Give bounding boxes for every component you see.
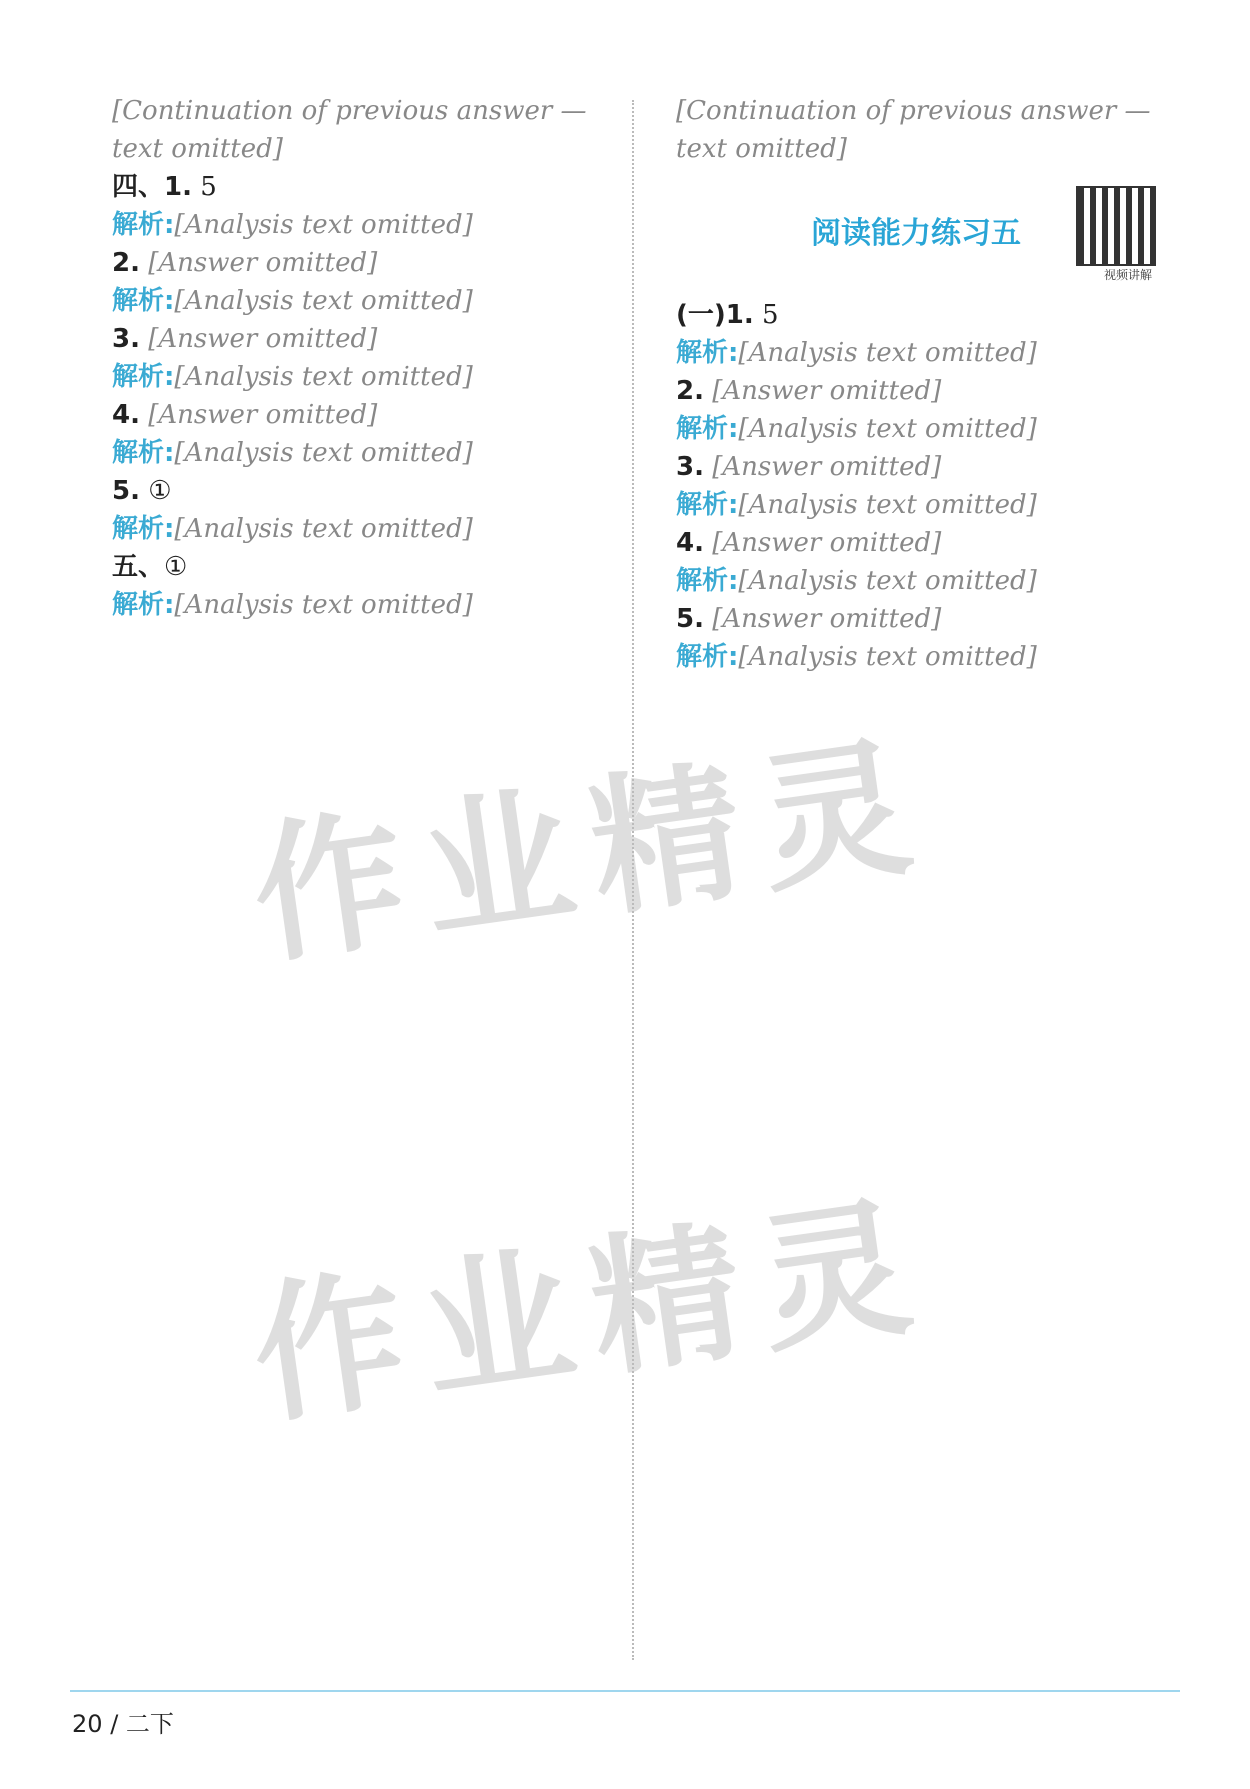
analysis-text: [Analysis text omitted]	[174, 590, 473, 620]
part-label: (一)	[676, 300, 726, 330]
analysis-tag: 解析:	[676, 642, 739, 672]
question-number: 1.	[164, 172, 192, 202]
section-4-q1	[112, 168, 608, 206]
section-label: 五、	[112, 552, 165, 582]
analysis-text: [Analysis text omitted]	[738, 642, 1037, 672]
question-number: 5.	[112, 476, 140, 506]
question-number: 4.	[112, 400, 140, 430]
question-number: 2.	[676, 376, 704, 406]
answer: [Answer omitted]	[712, 604, 942, 634]
analysis-text: [Analysis text omitted]	[174, 362, 473, 392]
grade-label: 二下	[125, 1710, 174, 1738]
footer-rule	[70, 1690, 1180, 1692]
qr-caption: 视频讲解	[1103, 268, 1152, 282]
analysis-tag: 解析:	[112, 286, 175, 316]
analysis-text: [Analysis text omitted]	[174, 210, 473, 240]
carryover-text: [Continuation of previous answer — text omitted]	[676, 96, 1151, 164]
analysis-text: [Analysis text omitted]	[174, 438, 473, 468]
section-title: 阅读能力练习五	[811, 216, 1021, 251]
question-number: 3.	[676, 452, 704, 482]
answer: [Answer omitted]	[148, 324, 378, 354]
answer: [Answer omitted]	[712, 452, 942, 482]
carryover-text: [Continuation of previous answer — text omitted]	[112, 96, 587, 164]
question-number: 3.	[112, 324, 140, 354]
answer: 5	[762, 300, 779, 330]
analysis-text: [Analysis text omitted]	[174, 286, 473, 316]
analysis-tag: 解析:	[676, 490, 739, 520]
answer: 5	[200, 172, 217, 202]
analysis-text: [Analysis text omitted]	[174, 514, 473, 544]
answer: [Answer omitted]	[148, 400, 378, 430]
question-number: 4.	[676, 528, 704, 558]
section-header	[676, 186, 1156, 296]
analysis-tag: 解析:	[112, 590, 175, 620]
answer: ①	[164, 552, 188, 582]
analysis-tag: 解析:	[112, 438, 175, 468]
analysis-text: [Analysis text omitted]	[738, 490, 1037, 520]
section-label: 四、	[112, 172, 165, 202]
right-column	[676, 92, 1156, 676]
question-number: 1.	[725, 300, 754, 330]
analysis-tag: 解析:	[676, 566, 739, 596]
watermark-bottom: 作业精灵	[243, 1178, 941, 1446]
page-footer	[72, 1704, 174, 1739]
analysis-tag: 解析:	[112, 362, 175, 392]
analysis-tag: 解析:	[676, 338, 739, 368]
analysis-tag: 解析:	[112, 514, 175, 544]
footer-separator: /	[110, 1710, 119, 1738]
left-column	[112, 92, 608, 624]
answer: [Answer omitted]	[148, 248, 378, 278]
analysis-text: [Analysis text omitted]	[738, 414, 1037, 444]
question-number: 2.	[112, 248, 140, 278]
column-divider	[632, 100, 634, 1660]
analysis-text: [Analysis text omitted]	[738, 338, 1037, 368]
watermark-top: 作业精灵	[243, 718, 941, 986]
analysis-text: [Analysis text omitted]	[738, 566, 1037, 596]
answer: [Answer omitted]	[712, 376, 942, 406]
answer: [Answer omitted]	[712, 528, 942, 558]
question-number: 5.	[676, 604, 704, 634]
analysis-tag: 解析:	[676, 414, 739, 444]
qr-code-icon[interactable]	[1076, 186, 1156, 266]
page-number: 20	[72, 1710, 103, 1738]
analysis-tag: 解析:	[112, 210, 175, 240]
answer: ①	[148, 476, 172, 506]
